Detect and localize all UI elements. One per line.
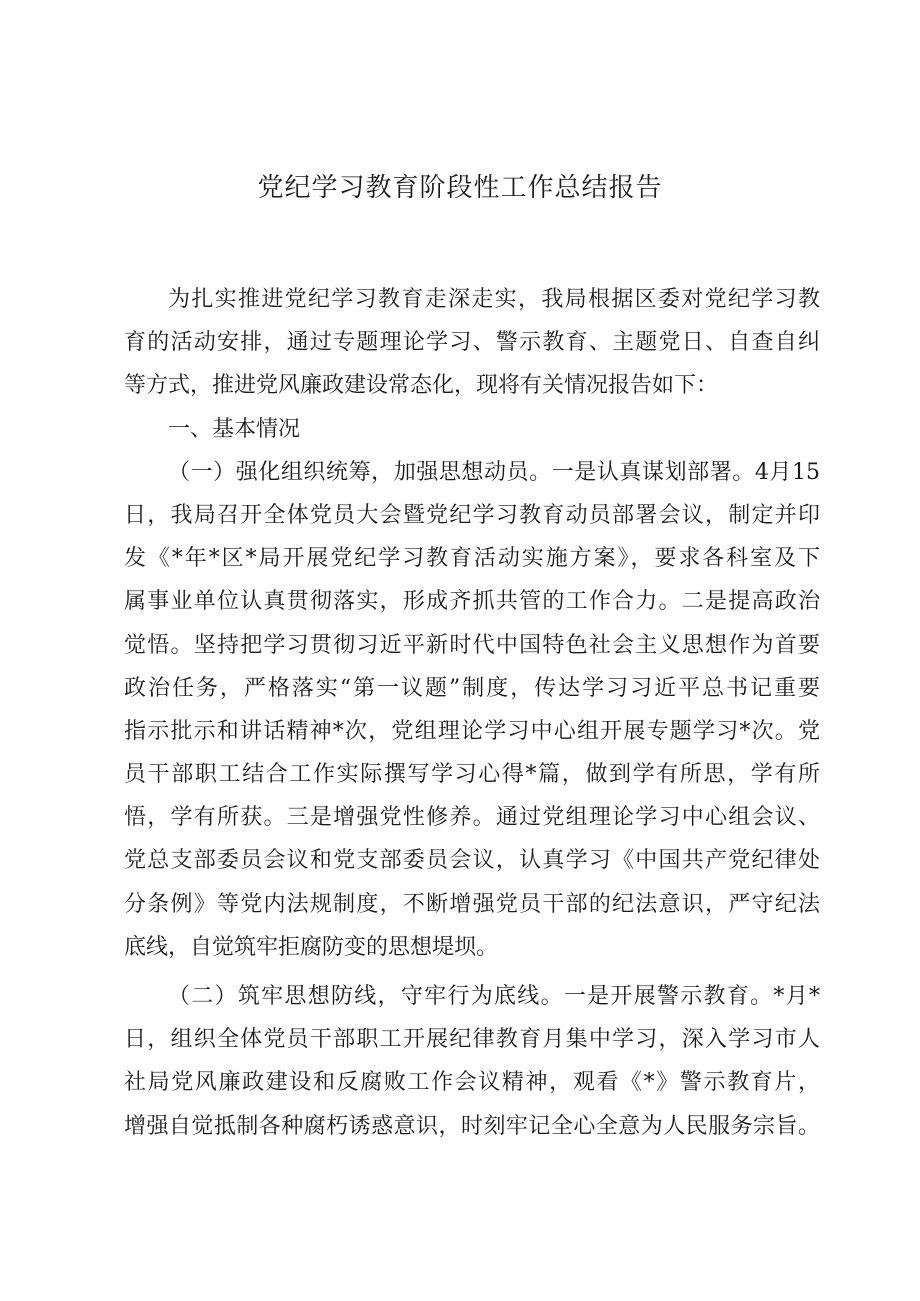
paragraph-line: 底线，自觉筑牢拒腐防变的思想堤坝。 [124,934,499,960]
paragraph-line: 增强自觉抵制各种腐朽诱惑意识，时刻牢记全心全意为人民服务宗旨。 [124,1113,820,1139]
paragraph-line: 属事业单位认真贯彻落实，形成齐抓共管的工作合力。二是提高政治 [124,589,820,615]
paragraph-line: 指示批示和讲话精神*次，党组理论学习中心组开展专题学习*次。党 [124,718,820,744]
paragraph-line: 分条例》等党内法规制度，不断增强党员干部的纪法意识，严守纪法 [124,891,820,917]
paragraph-line: 育的活动安排，通过专题理论学习、警示教育、主题党日、自查自纠 [124,330,820,356]
paragraph-line: 员干部职工结合工作实际撰写学习心得*篇，做到学有所思，学有所 [124,762,820,788]
paragraph-line: 悟，学有所获。三是增强党性修养。通过党组理论学习中心组会议、 [124,805,820,831]
paragraph-line: 等方式，推进党风廉政建设常态化，现将有关情况报告如下： [124,373,719,399]
paragraph-line: 觉悟。坚持把学习贯彻习近平新时代中国特色社会主义思想作为首要 [124,632,820,658]
paragraph-line: 政治任务，严格落实“第一议题”制度，传达学习习近平总书记重要 [124,675,820,701]
paragraph-line: 发《*年*区*局开展党纪学习教育活动实施方案》，要求各科室及下 [124,546,820,572]
paragraph-line: 日，我局召开全体党员大会暨党纪学习教育动员部署会议，制定并印 [124,502,820,528]
paragraph-line: 日，组织全体党员干部职工开展纪律教育月集中学习，深入学习市人 [124,1027,820,1053]
paragraph-line: 社局党风廉政建设和反腐败工作会议精神，观看《*》警示教育片， [124,1070,820,1096]
document-title: 党纪学习教育阶段性工作总结报告 [257,173,663,203]
paragraph-line: 党总支部委员会议和党支部委员会议，认真学习《中国共产党纪律处 [124,848,820,874]
paragraph-line: （二）筑牢思想防线，守牢行为底线。一是开展警示教育。*月* [168,984,820,1009]
section-heading: 一、基本情况 [168,416,301,442]
paragraph-line: 为扎实推进党纪学习教育走深走实，我局根据区委对党纪学习教 [168,287,820,312]
paragraph-line: （一）强化组织统筹，加强思想动员。一是认真谋划部署。4月15 [168,459,820,485]
document-body [124,278,820,1148]
